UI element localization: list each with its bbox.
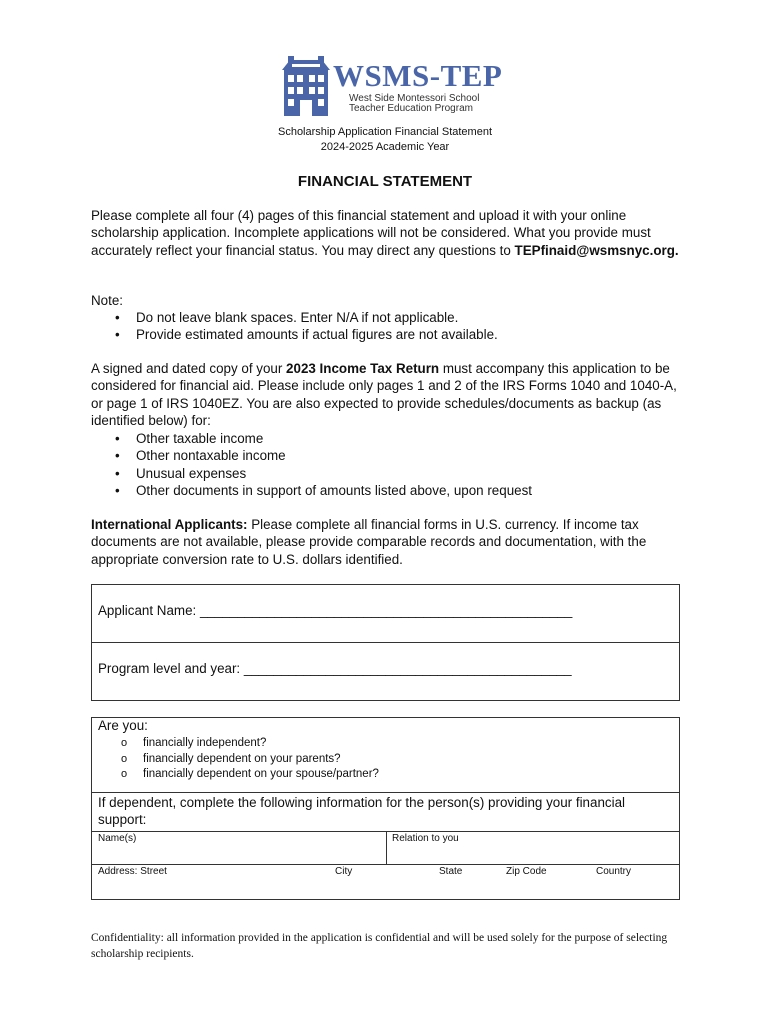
- logo-subtitle-school: West Side Montessori School: [349, 93, 480, 104]
- backup-documents-list: [91, 430, 691, 499]
- document-header-year: 2024-2025 Academic Year: [320, 141, 450, 153]
- tax-return-paragraph: [91, 360, 691, 429]
- supporter-name-field[interactable]: Name(s): [98, 833, 137, 844]
- tax-text-bold: 2023 Income Tax Return: [286, 361, 440, 376]
- document-header-title: Scholarship Application Financial Statement: [277, 126, 492, 138]
- divider: [386, 831, 387, 864]
- backup-item: • Other taxable income: [91, 430, 691, 447]
- note-item: • Do not leave blank spaces. Enter N/A if not applicable.: [91, 309, 691, 326]
- logo-wordmark: WSMS-TEP: [333, 58, 503, 93]
- intro-text: Please complete all four (4) pages of this financial statement and upload it with your online scholarship application. Incomplete applications will not be considered. What you provide must accurately reflect your financial status. You may direct any questions to: [91, 208, 651, 258]
- tax-text-post: must accompany this application to be considered for financial aid. Please include only pages 1 and 2 of the IRS Forms 1040 and 1040-A, or page 1 of IRS 1040EZ. You are also expected to provide schedules/documents as backup (as identified below) for:: [91, 361, 677, 428]
- supporter-state-field[interactable]: State: [439, 866, 463, 877]
- dependency-options: [91, 736, 591, 783]
- option-dependent-spouse[interactable]: o financially dependent on your spouse/partner?: [91, 767, 591, 783]
- backup-item: • Other documents in support of amounts listed above, upon request: [91, 482, 691, 499]
- logo-subtitle-program: Teacher Education Program: [349, 103, 473, 114]
- note-list: [91, 309, 691, 344]
- divider: [91, 864, 680, 865]
- page-title: FINANCIAL STATEMENT: [297, 173, 473, 190]
- option-dependent-parents[interactable]: o financially dependent on your parents?: [91, 752, 591, 768]
- dependent-instructions: If dependent, complete the following information for the person(s) providing your financial support:: [98, 795, 625, 828]
- confidentiality-notice: Confidentiality: all information provided in the application is confidential and will be used solely for the purpose of selecting scholarship recipients.: [91, 932, 668, 960]
- option-independent[interactable]: o financially independent?: [91, 736, 591, 752]
- backup-item: • Other nontaxable income: [91, 447, 691, 464]
- are-you-question: Are you:: [98, 718, 148, 733]
- divider: [91, 792, 680, 793]
- program-level-line[interactable]: ____________________________________________: [243, 661, 572, 676]
- divider: [91, 642, 680, 643]
- international-label: International Applicants:: [91, 517, 248, 532]
- contact-email: TEPfinaid@wsmsnyc.org.: [514, 242, 679, 258]
- supporter-relation-field[interactable]: Relation to you: [392, 833, 459, 844]
- supporter-city-field[interactable]: City: [335, 866, 353, 877]
- supporter-zip-field[interactable]: Zip Code: [506, 866, 547, 877]
- school-building-logo-icon: [282, 56, 330, 116]
- tax-text-pre: A signed and dated copy of your: [91, 361, 287, 376]
- program-level-field[interactable]: [98, 661, 572, 676]
- supporter-country-field[interactable]: Country: [596, 866, 632, 877]
- supporter-street-field[interactable]: Address: Street: [98, 866, 167, 877]
- intro-paragraph: [91, 207, 691, 259]
- program-level-label: Program level and year:: [98, 661, 244, 676]
- applicant-name-field[interactable]: [98, 603, 572, 618]
- note-label: Note:: [91, 293, 124, 308]
- note-item: • Provide estimated amounts if actual figures are not available.: [91, 326, 691, 343]
- international-text: Please complete all financial forms in U.S. currency. If income tax documents are not available, please provide comparable records and documentation, with the appropriate conversion rate to U.S. dollars identified.: [91, 517, 647, 567]
- applicant-name-label: Applicant Name:: [98, 603, 200, 618]
- international-applicants-paragraph: [91, 516, 691, 568]
- applicant-name-line[interactable]: __________________________________________________: [199, 603, 573, 618]
- backup-item: • Unusual expenses: [91, 465, 691, 482]
